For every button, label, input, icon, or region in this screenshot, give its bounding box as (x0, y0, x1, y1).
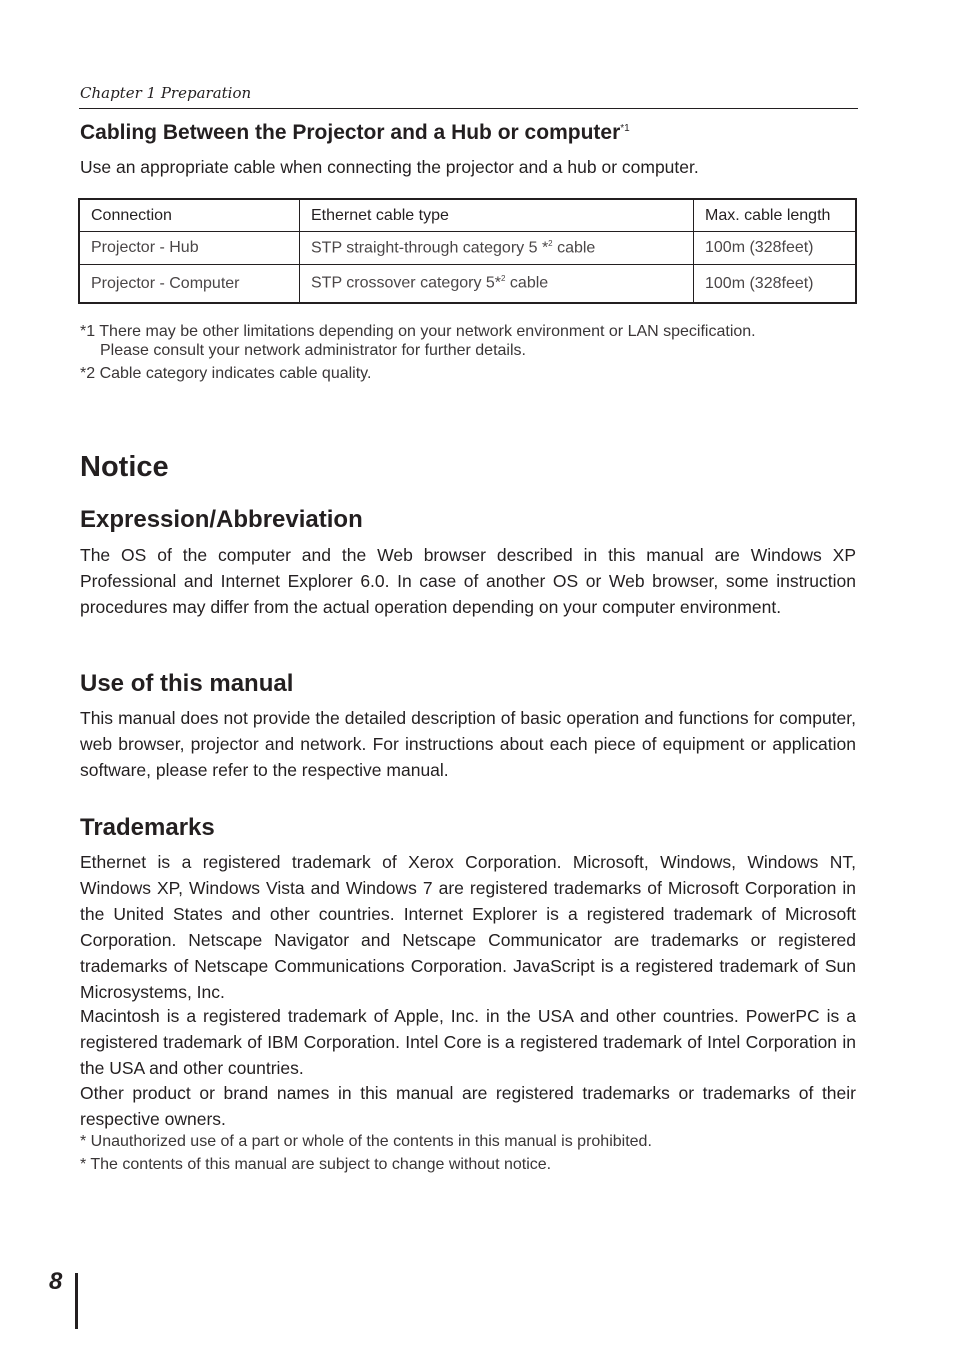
cable-table (78, 198, 857, 304)
table-cell-connection: Projector - Hub (79, 232, 300, 265)
cabling-intro: Use an appropriate cable when connecting the projector and a hub or computer. (80, 157, 699, 177)
table-row (79, 265, 856, 304)
cabling-title (80, 121, 630, 145)
cable-type-suffix: cable (505, 274, 549, 292)
page-number-bar (75, 1273, 78, 1329)
cabling-title-footnote-mark: *1 (620, 123, 630, 134)
footnote-1: *1 There may be other limitations depending on your network environment or LAN specification. (80, 323, 756, 340)
chapter-header: Chapter 1 Preparation (80, 84, 252, 102)
notice-title: Notice (80, 451, 169, 483)
table-header-cable-type: Ethernet cable type (300, 199, 694, 232)
trademarks-paragraph-1: Ethernet is a registered trademark of Xerox Corporation. Microsoft, Windows, Windows NT, Windows XP, Windows Vista and Windows 7 are registered trademarks of Microsoft Corporation in the United States and other countries. Internet Explorer is a registered trademark of Microsoft Corporation. Netscape Navigator and Netscape Communicator are trademarks or registered trademarks of Netscape Communications Corporation. JavaScript is a registered trademark of Sun Microsystems, Inc. (80, 852, 856, 1002)
footnote-1-continued: Please consult your network administrator for further details. (100, 342, 526, 359)
expression-text: The OS of the computer and the Web browser described in this manual are Windows XP Professional and Internet Explorer 6.0. In case of another OS or Web browser, some instruction procedures may differ from the actual operation depending on your computer environment. (80, 545, 856, 617)
trademarks-paragraph-3: Other product or brand names in this manual are registered trademarks or trademarks of their respective owners. (80, 1083, 856, 1129)
table-row (79, 232, 856, 265)
table-header-max-length: Max. cable length (694, 199, 857, 232)
trademarks-heading: Trademarks (80, 814, 215, 841)
expression-heading: Expression/Abbreviation (80, 506, 363, 533)
page-number: 8 (49, 1268, 63, 1295)
footnote-2: *2 Cable category indicates cable quality. (80, 365, 372, 382)
table-cell-length: 100m (328feet) (694, 265, 857, 304)
table-cell-cable-type (300, 232, 694, 265)
header-rule (79, 108, 858, 109)
cable-type-text: STP crossover category 5* (311, 274, 502, 292)
use-manual-text: This manual does not provide the detailed description of basic operation and functions for computer, web browser, projector and network. For instructions about each piece of equipment or application software, please refer to the respective manual. (80, 708, 856, 780)
cable-type-footnote-mark: 2 (548, 238, 553, 248)
table-header-row (79, 199, 856, 232)
table-cell-connection: Projector - Computer (79, 265, 300, 304)
table-cell-length: 100m (328feet) (694, 232, 857, 265)
use-manual-heading: Use of this manual (80, 670, 294, 697)
cable-type-text: STP straight-through category 5 * (311, 239, 549, 257)
unauthorized-use-note: * Unauthorized use of a part or whole of the contents in this manual is prohibited. (80, 1133, 652, 1150)
trademarks-paragraph-2: Macintosh is a registered trademark of Apple, Inc. in the USA and other countries. PowerPC is a registered trademark of IBM Corporation. Intel Core is a registered trademark of Intel Corporation in the USA and other countries. (80, 1006, 856, 1078)
cable-type-footnote-mark: 2 (501, 274, 506, 284)
cabling-title-text: Cabling Between the Projector and a Hub or computer (80, 121, 621, 144)
cable-type-suffix: cable (552, 239, 596, 257)
change-notice-note: * The contents of this manual are subject to change without notice. (80, 1156, 552, 1173)
table-header-connection: Connection (79, 199, 300, 232)
table-cell-cable-type (300, 265, 694, 304)
